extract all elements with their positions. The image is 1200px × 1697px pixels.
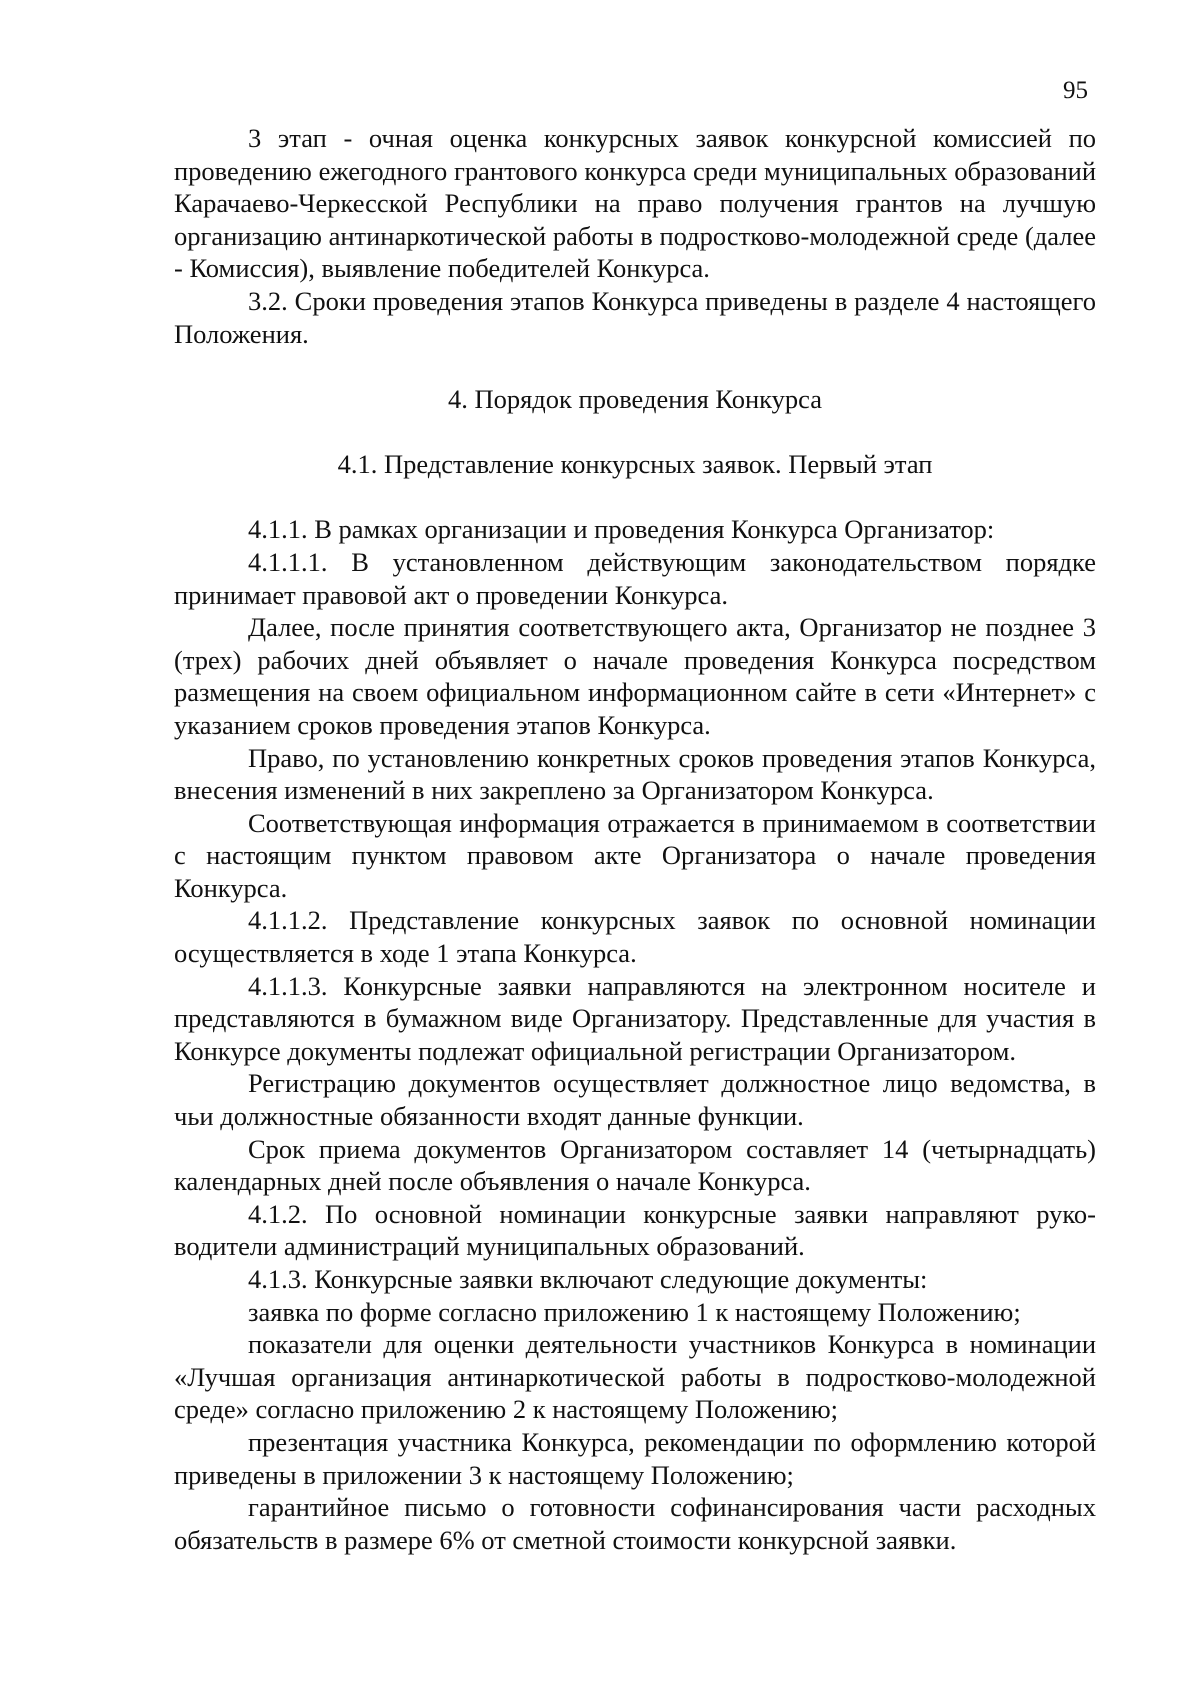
list-item-indicators: показатели для оценки деятельности участников Конкурса в номинации «Лучшая организация антинаркотической работы в подростково-молодежной среде» согласно приложению 2 к настоящему Положению;: [174, 1329, 1096, 1425]
paragraph-4-1-3: 4.1.3. Конкурсные заявки включают следующие документы:: [248, 1264, 928, 1294]
paragraph-4-1-1: 4.1.1. В рамках организации и проведения Конкурса Организатор:: [248, 514, 995, 545]
paragraph-information: Соответствующая информация отражается в принимаемом в соответствии с настоящим пунктом правовом акте Организатора о начале проведения Конкурса.: [174, 807, 1096, 903]
list-item-application-form: заявка по форме согласно приложению 1 к настоящему Положению;: [248, 1296, 1021, 1327]
paragraph-4-1-2: 4.1.2. По основной номинации конкурсные заявки направляют руководители администраций муниципальных образований.: [174, 1198, 1096, 1262]
paragraph-announcement: Далее, после принятия соответствующего акта, Организатор не позднее 3 (трех) рабочих дней объявляет о начале проведения Конкурса посредством размещения на своем официальном информационном сайте в сети «Интернет» с указанием сроков проведения этапов Конкурса.: [174, 612, 1096, 740]
document-body: [174, 122, 1096, 1556]
paragraph-acceptance-period: Срок приема документов Организатором составляет 14 (четырнадцать) календарных дней после объявления о начале Конкурса.: [174, 1133, 1096, 1197]
paragraph-registration: Регистрацию документов осуществляет должностное лицо ведомства, в чьи должностные обязанности входят данные функции.: [174, 1068, 1096, 1132]
paragraph-4-1-1-2: 4.1.1.2. Представление конкурсных заявок по основной номинации осуществляется в ходе 1 этапа Конкурса.: [174, 905, 1096, 969]
list-item-presentation: презентация участника Конкурса, рекомендации по оформлению которой приведены в приложении 3 к настоящему Положению;: [174, 1426, 1096, 1490]
page-number: 95: [1063, 77, 1088, 104]
subsection-heading: 4.1. Представление конкурсных заявок. Первый этап: [337, 448, 933, 479]
paragraph-deadlines-right: Право, по установлению конкретных сроков проведения этапов Конкурса, внесения изменений в них закреплено за Организатором Конкурса.: [174, 742, 1096, 806]
paragraph-stage-3: 3 этап - очная оценка конкурсных заявок конкурсной комиссией по проведению ежегодного грантового конкурса среди муниципальных образований Карачаево-Черкесской Республики на право получения грантов на лучшую организацию антинаркотической работы в подростково-молодежной среде (далее - Комиссия), выявление победителей Конкурса.: [174, 123, 1096, 284]
section-heading: 4. Порядок проведения Конкурса: [447, 384, 823, 415]
paragraph-4-1-1-1: 4.1.1.1. В установленном действующим законодательством порядке принимает правовой акт о проведении Конкурса.: [174, 546, 1096, 610]
list-item-guarantee-letter: гарантийное письмо о готовности софинансирования части расходных обязательств в размере 6% от сметной стоимости конкурсной заявки.: [174, 1492, 1096, 1555]
paragraph-4-1-1-3: 4.1.1.3. Конкурсные заявки направляются на электронном носителе и представляются в бумажном виде Организатору. Представленные для участия в Конкурсе документы подлежат официальной регистрации Организатором.: [174, 970, 1096, 1066]
paragraph-3-2: 3.2. Сроки проведения этапов Конкурса приведены в разделе 4 настоящего Положения.: [174, 285, 1096, 349]
